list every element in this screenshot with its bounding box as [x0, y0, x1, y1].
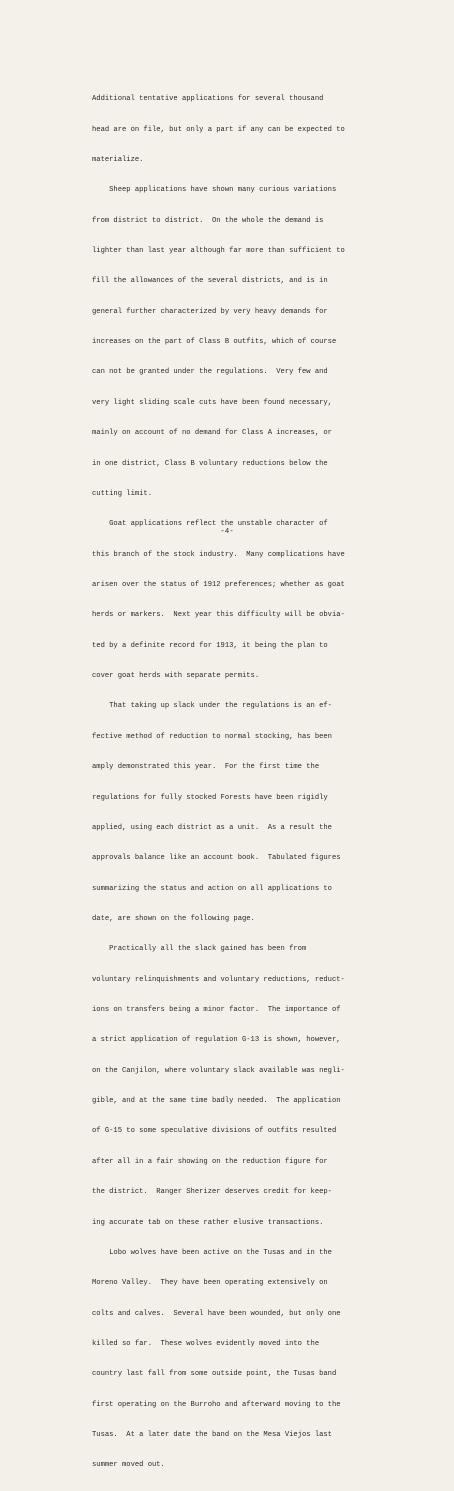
text-line: approvals balance like an account book. Tabulated figures — [92, 854, 341, 863]
text-line: fill the allowances of the several districts, and is in — [92, 277, 328, 286]
text-line: That taking up slack under the regulations is an ef- — [92, 702, 332, 711]
text-line: materialize. — [92, 155, 144, 164]
page-number: -4- — [220, 528, 234, 536]
typed-text-body — [92, 74, 442, 1491]
text-line: on the Canjilon, where voluntary slack available was negli- — [92, 1066, 345, 1075]
text-line: Moreno Valley. They have been operating extensively on — [92, 1279, 328, 1288]
text-line: country last fall from some outside point, the Tusas band — [92, 1370, 337, 1379]
text-line: of G-15 to some speculative divisions of outfits resulted — [92, 1127, 337, 1136]
text-line: after all in a fair showing on the reduction figure for — [92, 1157, 328, 1166]
text-line: the district. Ranger Sherizer deserves credit for keep- — [92, 1188, 332, 1197]
text-line: regulations for fully stocked Forests have been rigidly — [92, 793, 328, 802]
text-line: ing accurate tab on these rather elusive transactions. — [92, 1218, 324, 1227]
text-line: first operating on the Burroho and afterward moving to the — [92, 1400, 341, 1409]
text-line: Lobo wolves have been active on the Tusas and in the — [92, 1248, 332, 1257]
text-line: applied, using each district as a unit. As a result the — [92, 823, 332, 832]
text-line: summarizing the status and action on all applications to — [92, 884, 332, 893]
text-line: can not be granted under the regulations. Very few and — [92, 368, 328, 377]
text-line: general further characterized by very heavy demands for — [92, 307, 328, 316]
text-line: ions on transfers being a minor factor. The importance of — [92, 1006, 341, 1015]
text-line: mainly on account of no demand for Class A increases, or — [92, 429, 332, 438]
text-line: Tusas. At a later date the band on the Mesa Viejos last — [92, 1431, 332, 1440]
text-line: herds or markers. Next year this difficulty will be obvia- — [92, 611, 345, 620]
text-line: gible, and at the same time badly needed. The application — [92, 1097, 341, 1106]
text-line: Goat applications reflect the unstable character of — [92, 520, 328, 529]
text-line: Additional tentative applications for several thousand — [92, 95, 324, 104]
text-line: arisen over the status of 1912 preferences; whether as goat — [92, 581, 345, 589]
text-line: cutting limit. — [92, 489, 152, 498]
text-line: lighter than last year although far more than sufficient to — [92, 247, 345, 256]
text-line: this branch of the stock industry. Many complications have — [92, 550, 345, 559]
text-line: a strict application of regulation G-13 is shown, however, — [92, 1036, 341, 1045]
text-line: amply demonstrated this year. For the first time the — [92, 763, 320, 772]
text-line: head are on file, but only a part if any can be expected to — [92, 125, 345, 134]
text-line: colts and calves. Several have been wounded, but only one — [92, 1309, 341, 1318]
text-line: voluntary relinquishments and voluntary reductions, reduct- — [92, 975, 345, 984]
text-line: increases on the part of Class B outfits, which of course — [92, 338, 337, 347]
text-line: from district to district. On the whole the demand is — [92, 216, 324, 225]
text-line: cover goat herds with separate permits. — [92, 672, 260, 681]
text-line: fective method of reduction to normal stocking, has been — [92, 732, 332, 741]
text-line: in one district, Class B voluntary reductions below the — [92, 459, 328, 468]
text-line: Sheep applications have shown many curious variations — [92, 186, 337, 195]
text-line: killed so far. These wolves evidently moved into the — [92, 1339, 320, 1348]
text-line: ted by a definite record for 1913, it being the plan to — [92, 641, 328, 650]
text-line: summer moved out. — [92, 1461, 165, 1470]
text-line: Practically all the slack gained has been from — [92, 945, 307, 954]
text-line: date, are shown on the following page. — [92, 914, 255, 923]
text-line: very light sliding scale cuts have been found necessary, — [92, 398, 332, 407]
